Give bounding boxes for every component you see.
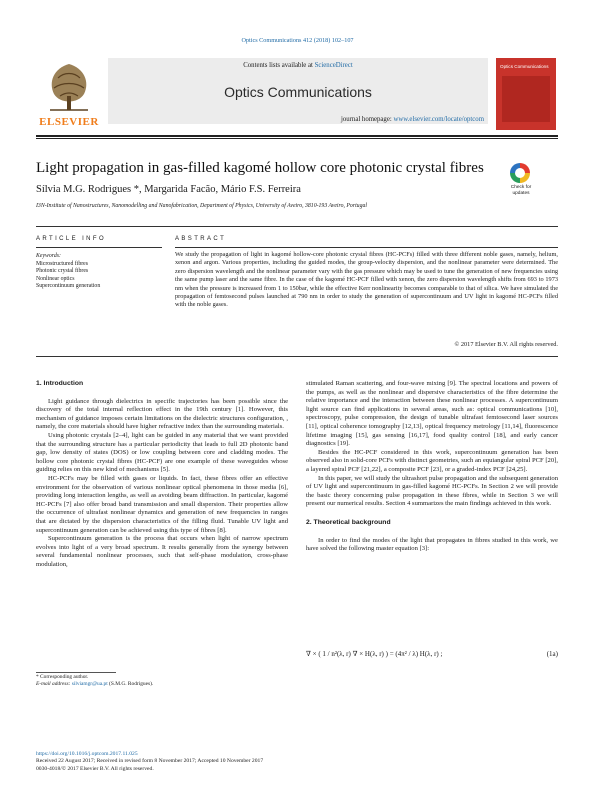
author-list: Sílvia M.G. Rodrigues *, Margarida Facão, Mário F.S. Ferreira xyxy=(36,184,301,195)
footnote-rule xyxy=(36,672,116,673)
contents-available-line: Contents lists available at ScienceDirect xyxy=(243,62,353,69)
abstract-copyright: © 2017 Elsevier B.V. All rights reserved. xyxy=(454,341,558,348)
email-note: E-mail address: silviamgr@ua.pt (S.M.G. Rodrigues). xyxy=(36,681,154,687)
body-paragraph: In order to find the modes of the light that propagates in fibres studied in this work, we have solved the following master equation [3]: xyxy=(306,536,558,553)
title-divider xyxy=(36,226,558,227)
body-right-column xyxy=(306,380,558,554)
body-paragraph: HC-PCFs may be filled with gases or liquids. In fact, these fibres offer an effective environment for the observation of various nonlinear optical phenomena in those media [6], providing long interaction lengths, as well as avoiding beam diffraction. In particular, kagomé HC-PCFs [7] also offer broad band transmission and small dispersion. Their properties allow the occurrence of ultrafast nonlinear dynamics and generation of new frequencies in ranges that are dictated by the dispersion characteristics of the filling fluid. Tunable UV light and supercontinuum generation can be achieved using this type of fibres [8]. xyxy=(36,474,288,534)
article-metadata-footer xyxy=(36,751,436,773)
body-paragraph: Supercontinuum generation is the process that occurs when light of narrow spectrum evolves into light of a very broad spectrum. It results generally from the synergy between several fundamental nonlinear processes, such that self-phase modulation, cross-phase modulation, xyxy=(36,535,288,568)
body-paragraph: Light guidance through dielectrics in specific trajectories has been possible since the discovery of the total internal reflection effect in the 19th century [1]. However, this mechanism of guidance imposes certain limitations on the dielectric structures configuration, , namely, the core materials should have higher refractive index than the surrounding materials. xyxy=(36,397,288,431)
body-paragraph: Besides the HC-PCF considered in this work, supercontinuum generation has been observed also in solid-core PCFs with distinct geometries, such an equiangular spiral PCF [20], a layered spiral PCF [21,22], a composite PCF [23], or a graded-index PCF [24,25]. xyxy=(306,448,558,473)
abstract-heading: ABSTRACT xyxy=(175,236,227,242)
article-info-heading: ARTICLE INFO xyxy=(36,236,107,242)
corresponding-author-note: * Corresponding author. xyxy=(36,674,89,680)
section-heading-theory: 2. Theoretical background xyxy=(306,518,391,526)
keyword-item: Nonlinear optics xyxy=(36,275,75,282)
body-left-column xyxy=(36,380,288,569)
doi-link[interactable]: https://doi.org/10.1016/j.optcom.2017.11.025 xyxy=(36,751,138,757)
header-rule-thin xyxy=(36,138,558,139)
equation-body: ∇ × ( 1 / n²(λ, r) ∇ × H(λ, r) ) = (4π² / λ) H(λ, r) ; xyxy=(306,650,443,658)
keyword-item: Supercontinuum generation xyxy=(36,283,101,290)
publisher-name: ELSEVIER xyxy=(39,116,99,128)
abstract-rule xyxy=(175,247,558,248)
journal-homepage-line: journal homepage: www.elsevier.com/locate/optcom xyxy=(340,116,484,123)
footnotes xyxy=(36,674,288,688)
section-heading-introduction: 1. Introduction xyxy=(36,380,84,387)
issn-copyright: 0030-4018/© 2017 Elsevier B.V. All rights reserved. xyxy=(36,765,154,772)
keywords-label: Keywords: xyxy=(36,253,61,259)
journal-reference[interactable]: Optics Communications 412 (2018) 102–107 xyxy=(241,37,354,44)
journal-cover-art xyxy=(502,76,550,122)
header-rule-thick xyxy=(36,135,558,137)
equation-1a xyxy=(306,650,558,658)
affiliation: I3N-Institute of Nanostructures, Nanomodelling and Nanofabrication, Department of Physics, University of Aveiro, 3810-193 Aveiro, Portugal xyxy=(36,203,367,209)
journal-homepage-link[interactable]: www.elsevier.com/locate/optcom xyxy=(393,116,484,123)
author-email-link[interactable]: silviamgr@ua.pt xyxy=(71,681,108,687)
keywords-block xyxy=(36,253,166,291)
body-paragraph: Using photonic crystals [2–4], light can be guided in any material that we want provided that the surrounding structure has a particular periodicity that leads to full 2D photonic band gap, low density of states (DOS) or low coupling between core and cladding modes. The hollow core photonic crystal fibres (HC-PCF) are one example of these waveguides whose guiding relies on this new kind of mechanisms [5]. xyxy=(36,431,288,474)
elsevier-tree-logo xyxy=(40,58,98,114)
journal-cover-title: Optics Communications xyxy=(500,64,549,69)
body-paragraph: In this paper, we will study the ultrashort pulse propagation and the subsequent generation of UV light and supercontinuum in gas-filled kagomé HC-PCFs. In Section 2 we will provide the basic theory concerning pulse propagation in these fibres, while in Section 3 we will present our numerical results. Section 4 summarizes the main findings achieved in this work. xyxy=(306,474,558,508)
check-updates-label: Check for updates xyxy=(510,185,532,196)
check-updates-icon-center xyxy=(515,168,525,178)
keyword-item: Photonic crystal fibres xyxy=(36,268,89,275)
abstract-bottom-rule xyxy=(36,356,558,357)
received-dates: Received 22 August 2017; Received in revised form 8 November 2017; Accepted 10 November 2017 xyxy=(36,758,264,765)
paper-title: Light propagation in gas-filled kagomé hollow core photonic crystal fibres xyxy=(36,160,484,176)
sciencedirect-link[interactable]: ScienceDirect xyxy=(314,62,353,69)
body-paragraph: stimulated Raman scattering, and four-wave mixing [9]. The spectral locations and powers of the pumps, as well as the nonlinear and dispersive characteristics of the fibre determine the relative importance and the interaction between these nonlinear processes. A supercontinuum light source can find applications in several areas, such as: optical communications [10], spectroscopy, pulse compression, the design of tunable ultrafast femtosecond laser sources [11], optical coherence tomography [12,13], optical frequency metrology [11,14], fluorescence lifetime imaging [15], gas sensing [16,17], food quality control [18], and early cancer diagnostics [19]. xyxy=(306,380,558,448)
keyword-item: Microstructured fibres xyxy=(36,260,88,267)
article-info-rule xyxy=(36,247,162,248)
journal-title: Optics Communications xyxy=(224,84,372,100)
abstract-text: We study the propagation of light in kagomé hollow-core photonic crystal fibres (HC-PCFs) filled with three different noble gases, namely, helium, xenon and argon. Various properties, including the guided modes, the group-velocity dispersion, and the nonlinear parameter were determined. The zero dispersion wavelength and the nonlinear parameter vary with the gas pressure which may be used to tune the generation of new frequencies using the same pump laser and the same fibre. In the case of the kagomé HC-PCF filled with xenon, the zero dispersion wavelength shifts from 693 to 1973 nm when the pressure is increased from 1 to 150bar, while the effective Kerr nonlinearity becomes comparable to that of silica. We have simulated the propagation of femtosecond pulses launched at 790 nm in order to study the generation of supercontinuum and UV light in kagomé HC-PCFs filled with the noble gases. xyxy=(175,251,558,309)
equation-number: (1a) xyxy=(546,650,558,658)
